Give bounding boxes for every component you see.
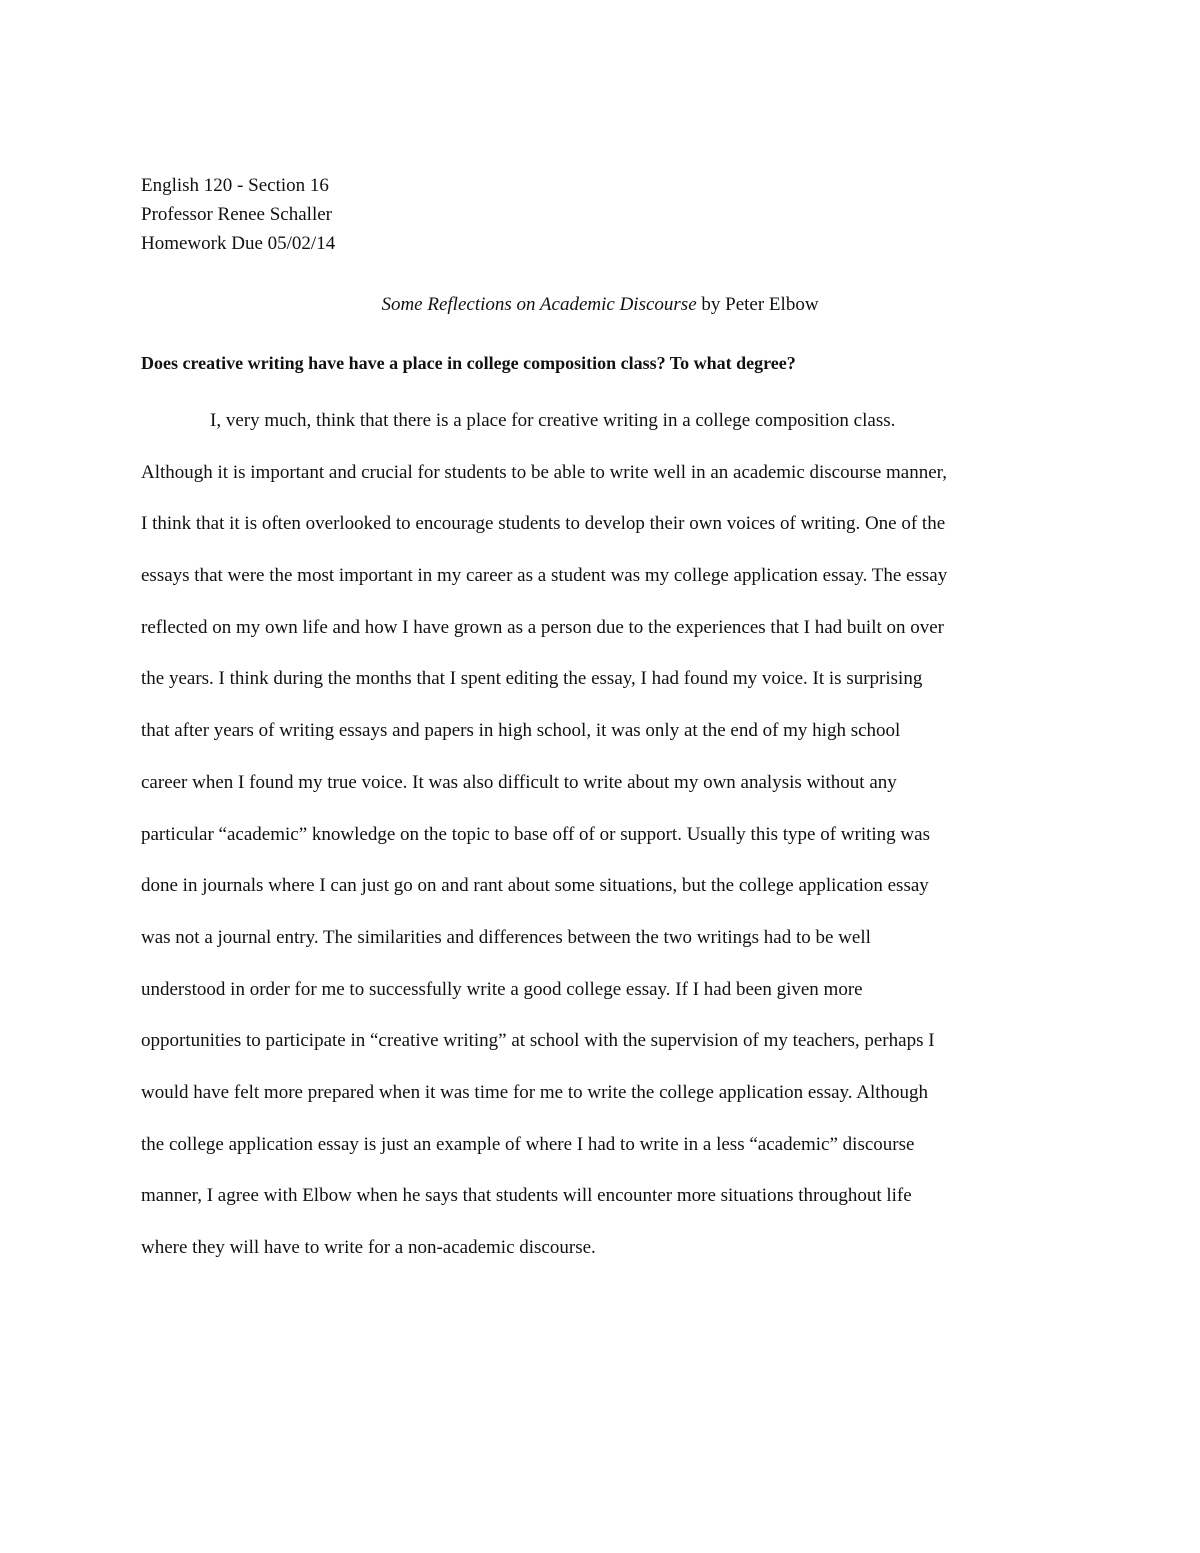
body-line: would have felt more prepared when it was time for me to write the college application essay. Although [141,1081,929,1103]
body-line: was not a journal entry. The similarities and differences between the two writings had to be well [141,926,871,948]
due-date-line: Homework Due 05/02/14 [141,233,336,254]
course-line: English 120 - Section 16 [141,175,329,196]
body-line: opportunities to participate in “creative writing” at school with the supervision of my teachers, perhaps I [141,1030,935,1052]
body-line: career when I found my true voice. It was also difficult to write about my own analysis without any [141,771,897,793]
body-line: manner, I agree with Elbow when he says that students will encounter more situations throughout life [141,1185,912,1207]
body-line: the college application essay is just an example of where I had to write in a less “academic” discourse [141,1133,915,1155]
body-line: reflected on my own life and how I have grown as a person due to the experiences that I had built on over [141,616,945,638]
body-line: understood in order for me to successfully write a good college essay. If I had been given more [141,978,863,1000]
body-line: the years. I think during the months that I spent editing the essay, I had found my voice. It is surprising [141,668,923,690]
body-line: particular “academic” knowledge on the topic to base off of or support. Usually this type of writing was [141,823,930,845]
body-line: I, very much, think that there is a place for creative writing in a college composition class. [210,410,896,431]
title-work: Some Reflections on Academic Discourse [381,294,697,315]
body-line: Although it is important and crucial for students to be able to write well in an academic discourse manner, [141,461,947,483]
document-title [0,290,1200,319]
body-line: where they will have to write for a non-academic discourse. [141,1237,596,1258]
body-line: I think that it is often overlooked to encourage students to develop their own voices of writing. One of the [141,513,946,535]
body-line: that after years of writing essays and papers in high school, it was only at the end of my high school [141,720,901,742]
professor-line: Professor Renee Schaller [141,204,332,225]
prompt-question: Does creative writing have have a place in college composition class? To what degree? [141,353,796,373]
body-line: essays that were the most important in my career as a student was my college application essay. The essay [141,565,948,587]
title-byline: by Peter Elbow [696,294,819,315]
header-block [141,171,335,258]
body-line: done in journals where I can just go on and rant about some situations, but the college application essay [141,875,929,897]
essay-body [141,406,1081,1285]
